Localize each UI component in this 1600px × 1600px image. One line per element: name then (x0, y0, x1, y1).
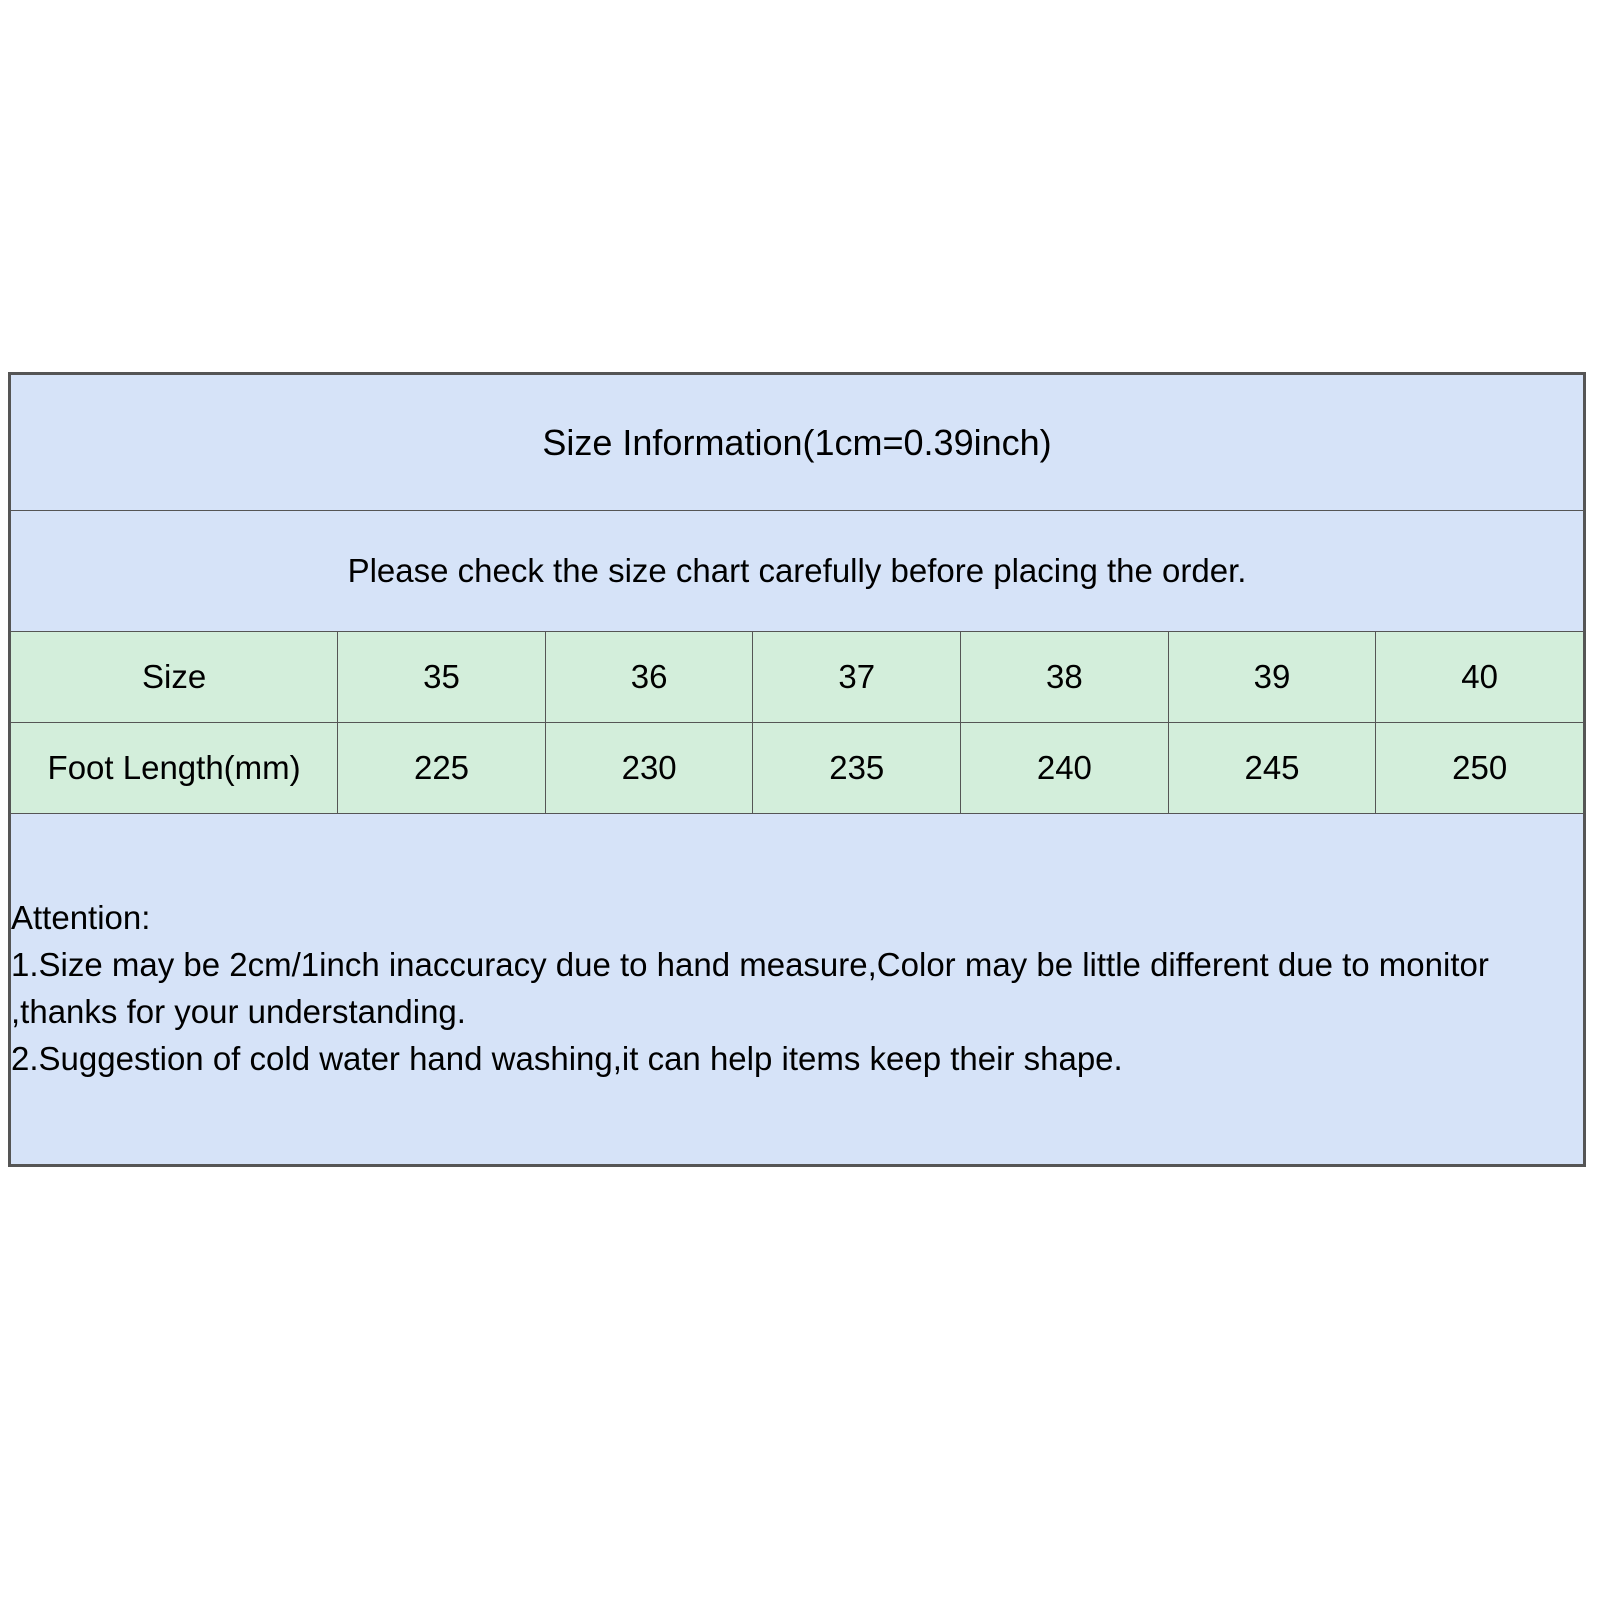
cell-size-38: 38 (961, 632, 1169, 723)
row-header-foot-length: Foot Length(mm) (11, 723, 338, 814)
attention-line-1: 1.Size may be 2cm/1inch inaccuracy due to hand measure,Color may be little different due to monitor ,thanks for your understanding. (11, 946, 1489, 1030)
subtitle-row (11, 511, 1584, 632)
attention-line-2: 2.Suggestion of cold water hand washing,it can help items keep their shape. (11, 1039, 1123, 1077)
title-row (11, 375, 1584, 511)
cell-foot-length-35: 225 (338, 723, 546, 814)
row-header-size: Size (11, 632, 338, 723)
cell-foot-length-38: 240 (961, 723, 1169, 814)
cell-size-35: 35 (338, 632, 546, 723)
attention-heading: Attention: (11, 899, 151, 937)
table-row (11, 723, 1584, 814)
size-information-table (10, 374, 1584, 1165)
cell-foot-length-36: 230 (545, 723, 753, 814)
cell-foot-length-37: 235 (753, 723, 961, 814)
page-title: Size Information(1cm=0.39inch) (11, 375, 1584, 511)
attention-row (11, 814, 1584, 1165)
table-row (11, 632, 1584, 723)
size-chart-container (8, 372, 1586, 1167)
cell-size-36: 36 (545, 632, 753, 723)
cell-size-37: 37 (753, 632, 961, 723)
cell-size-40: 40 (1376, 632, 1584, 723)
attention-block (11, 814, 1584, 1165)
cell-size-39: 39 (1168, 632, 1376, 723)
cell-foot-length-40: 250 (1376, 723, 1584, 814)
cell-foot-length-39: 245 (1168, 723, 1376, 814)
subtitle-note: Please check the size chart carefully before placing the order. (11, 511, 1584, 632)
